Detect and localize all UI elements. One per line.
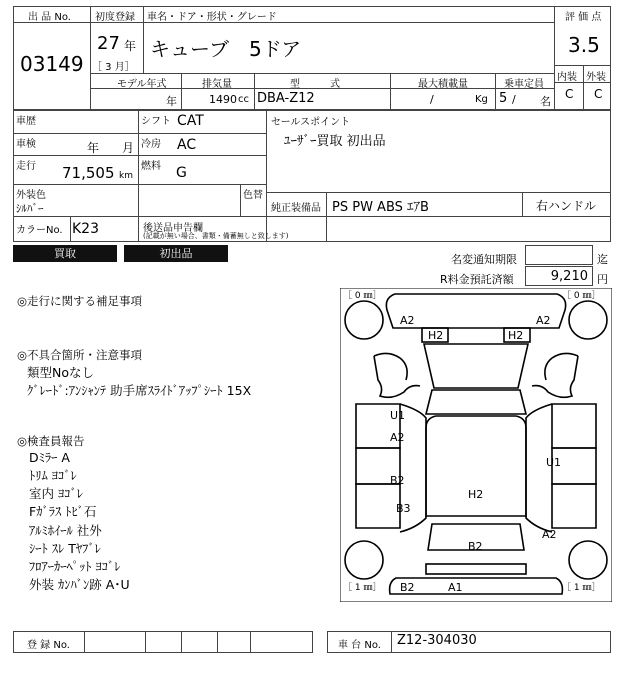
- reg-year: 27: [97, 33, 120, 54]
- ac-value: AC: [177, 137, 197, 153]
- ac-label: 冷房: [141, 139, 161, 150]
- mileage-label: 走行: [16, 161, 36, 172]
- model-year-label: モデル年式: [117, 79, 167, 90]
- mark-rear-glass: B2: [468, 540, 483, 553]
- deadline-unit: 迄: [597, 253, 608, 266]
- interior-grade: C: [565, 87, 574, 101]
- recycle-value-box: [525, 266, 593, 286]
- exterior-color: ｼﾙﾊﾞｰ: [16, 202, 44, 215]
- capacity-label: 乗車定員: [504, 79, 544, 90]
- chassis-number: Z12-304030: [397, 633, 477, 648]
- equipment: PS PW ABS ｴｱB: [332, 200, 429, 215]
- tag-buyback: 買取: [13, 245, 117, 262]
- max-load-slash: /: [430, 93, 434, 106]
- mark-roof: H2: [468, 488, 484, 501]
- color-no-label: カラーNo.: [16, 225, 63, 236]
- model-label: 型 式: [290, 79, 340, 90]
- exterior-color-label: 外装色: [16, 190, 46, 201]
- mark-left-front-upper: U1: [390, 409, 406, 422]
- capacity-value: 5: [499, 91, 508, 106]
- chassis-label: 車 台 No.: [338, 640, 381, 651]
- color-no: K23: [72, 221, 99, 237]
- recycle-unit: 円: [597, 273, 608, 286]
- mileage-value: 71,505: [62, 164, 115, 182]
- lot-label: 出 品 No.: [28, 12, 71, 23]
- tyre-front-left: ［ 0 ㎜］: [343, 291, 382, 301]
- tyre-front-right: ［ 0 ㎜］: [562, 291, 601, 301]
- defect-item: ｸﾞﾚｰﾄﾞ:ｱﾝｼｬﾝﾃ 助手席ｽﾗｲﾄﾞｱｯﾌﾟｼｰﾄ 15X: [27, 383, 252, 398]
- mark-rear-bumper-center: A1: [448, 581, 463, 594]
- wheel-rear-right: [569, 541, 607, 579]
- max-load-label: 最大積載量: [418, 79, 468, 90]
- tyre-rear-left: ［ 1 ㎜］: [343, 583, 382, 593]
- inspection-label: 車検: [16, 139, 36, 150]
- recycle-label: R料金預託済額: [440, 273, 514, 286]
- displacement-unit: cc: [238, 94, 249, 105]
- equipment-label: 純正装備品: [271, 203, 321, 214]
- inspector-title: ◎検査員報告: [17, 434, 85, 448]
- deadline-value-box: [525, 245, 593, 265]
- mark-front-bumper-left: A2: [400, 314, 415, 327]
- car-name-label: 車名・ドア・形状・グレード: [147, 12, 277, 23]
- aftermarket-note: (記載が無い場合、書類・備蓄無しと致します): [143, 232, 289, 240]
- model-value: DBA-Z12: [257, 91, 315, 106]
- aftermarket-label: 後送品申告欄: [143, 223, 203, 234]
- wheel-front-right: [569, 301, 607, 339]
- model-year-unit: 年: [166, 95, 177, 108]
- shift-label: シフト: [141, 116, 171, 127]
- shift-value: CAT: [177, 113, 204, 129]
- fuel-value: G: [176, 165, 187, 181]
- inspector-item: Dﾐﾗｰ A: [29, 450, 70, 465]
- tyre-rear-right: ［ 1 ㎜］: [562, 583, 601, 593]
- displacement-label: 排気量: [202, 79, 232, 90]
- inspector-item: 室内 ﾖｺﾞﾚ: [29, 486, 83, 501]
- recycle-value: 9,210: [550, 269, 588, 284]
- mileage-unit: km: [119, 171, 133, 181]
- inspector-item: ﾌﾛｱｰｶｰﾍﾟｯﾄ ﾖｺﾞﾚ: [29, 559, 121, 574]
- inspection-year: 年: [87, 141, 100, 155]
- lot-number: 03149: [20, 52, 84, 76]
- max-load-unit: Kg: [475, 94, 488, 105]
- supplement-title: ◎走行に関する補足事項: [17, 294, 143, 308]
- inspector-item: ｼｰﾄ ｽﾚ Tﾔﾌﾞﾚ: [29, 541, 101, 556]
- registration-label: 登 録 No.: [27, 640, 70, 651]
- sales-point: ﾕｰｻﾞｰ買取 初出品: [284, 134, 386, 149]
- mark-left-front-door: A2: [390, 431, 405, 444]
- defect-item: 類型Noなし: [27, 365, 94, 380]
- reg-year-unit: 年: [124, 39, 137, 53]
- color-change-label: 色替: [243, 190, 263, 201]
- reg-month: ［ 3 月］: [92, 62, 135, 73]
- wheel-rear-left: [345, 541, 383, 579]
- inspector-item: ｱﾙﾐﾎｲｰﾙ 社外: [29, 523, 102, 538]
- exterior-label: 外装: [586, 72, 606, 83]
- mark-left-quarter: B3: [396, 502, 411, 515]
- mark-front-bumper-right: A2: [536, 314, 551, 327]
- inspector-item: 外装 ｶﾝﾊﾞﾝ跡 A･U: [29, 577, 130, 592]
- displacement-value: 1490: [209, 93, 237, 106]
- mark-right-rear-door: U1: [546, 456, 562, 469]
- steering: 右ハンドル: [536, 199, 597, 213]
- history-label: 車歴: [16, 116, 36, 127]
- damage-diagram: [340, 288, 612, 602]
- inspection-month: 月: [122, 141, 135, 155]
- mark-headlight-right: H2: [508, 329, 524, 342]
- first-reg-label: 初度登録: [95, 12, 135, 23]
- defects-title: ◎不具合箇所・注意事項: [17, 348, 143, 362]
- inspector-item: Fｶﾞﾗｽ ﾄﾋﾞ石: [29, 504, 97, 519]
- wheel-front-left: [345, 301, 383, 339]
- tag-first-listing: 初出品: [124, 245, 228, 262]
- sales-point-label: セールスポイント: [271, 117, 351, 128]
- car-name: キューブ 5ドア: [150, 37, 302, 61]
- score-value: 3.5: [568, 33, 600, 57]
- inspector-item: ﾄﾘﾑ ﾖｺﾞﾚ: [29, 468, 77, 483]
- interior-label: 内装: [557, 72, 577, 83]
- mark-rear-bumper-left: B2: [400, 581, 415, 594]
- mark-right-rear-quarter: A2: [542, 528, 557, 541]
- score-label: 評 価 点: [565, 12, 602, 23]
- exterior-grade: C: [594, 87, 603, 101]
- deadline-label: 名変通知期限: [451, 253, 517, 266]
- fuel-label: 燃料: [141, 161, 161, 172]
- mark-left-rear-door: B2: [390, 474, 405, 487]
- capacity-slash: /: [512, 93, 516, 106]
- mark-headlight-left: H2: [428, 329, 444, 342]
- capacity-unit: 名: [540, 95, 551, 108]
